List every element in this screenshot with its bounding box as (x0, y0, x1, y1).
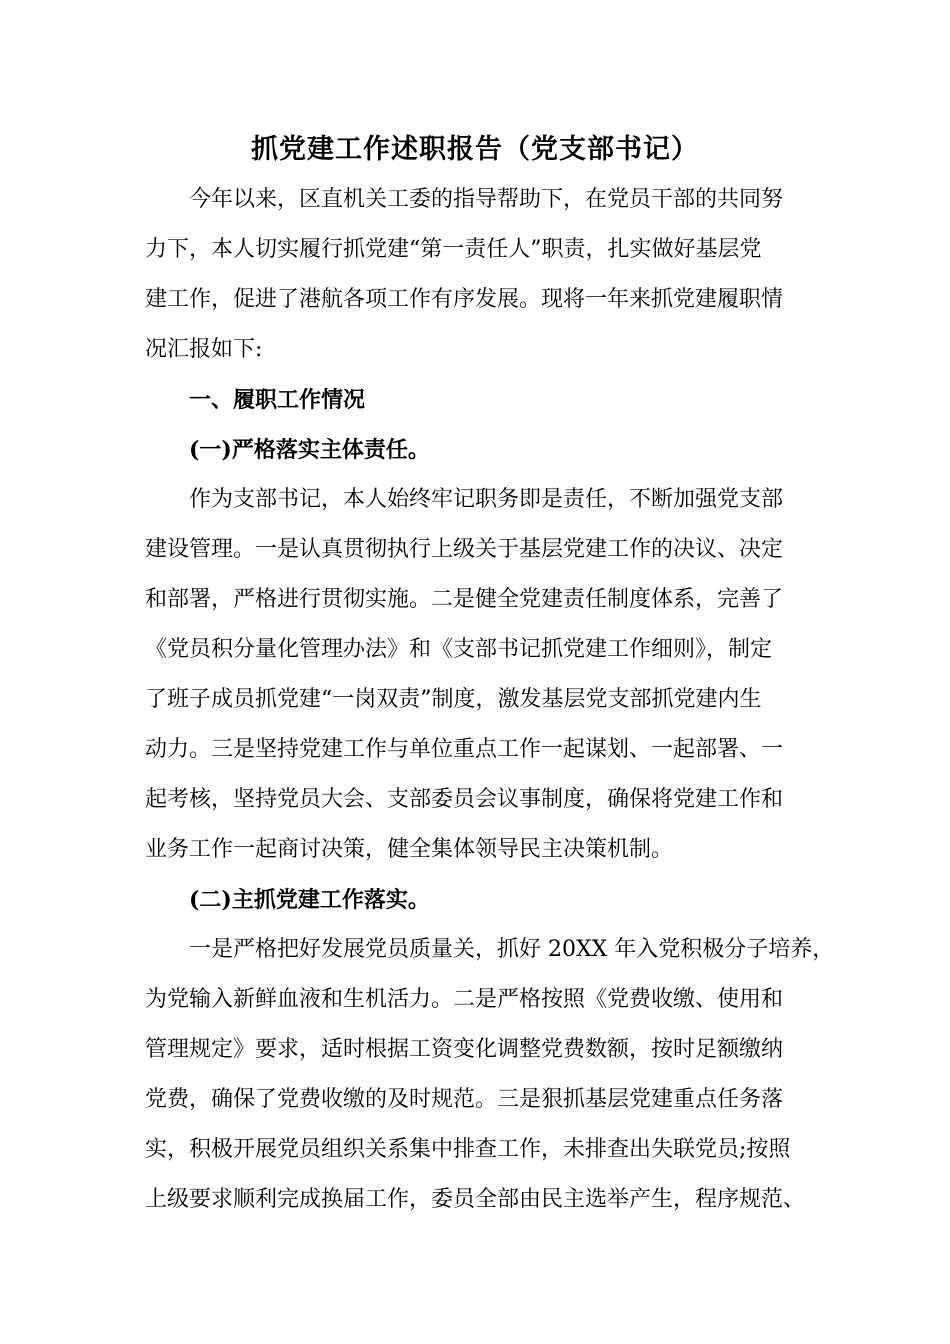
paragraph-line: 和部署，严格进行贯彻实施。二是健全党建责任制度体系，完善了 (145, 587, 784, 612)
document-title: 抓党建工作述职报告（党支部书记） (251, 134, 699, 165)
paragraph-line: 管理规定》要求，适时根据工资变化调整党费数额，按时足额缴纳 (145, 1037, 784, 1062)
section-heading: 一、履职工作情况 (145, 387, 366, 413)
paragraph-line: 《党员积分量化管理办法》和《支部书记抓党建工作细则》，制定 (145, 637, 773, 662)
paragraph-line: 上级要求顺利完成换届工作，委员全部由民主选举产生，程序规范、 (145, 1187, 806, 1212)
subsection-heading: (二)主抓党建工作落实。 (145, 887, 430, 913)
paragraph-line: 实，积极开展党员组织关系集中排查工作，未排查出失联党员;按照 (145, 1137, 791, 1162)
paragraph-line: 了班子成员抓党建“一岗双责”制度，激发基层党支部抓党建内生 (145, 687, 762, 712)
paragraph-line: 动力。三是坚持党建工作与单位重点工作一起谋划、一起部署、一 (145, 737, 784, 762)
paragraph-line: 起考核，坚持党员大会、支部委员会议事制度，确保将党建工作和 (145, 787, 784, 812)
paragraph-line: 作为支部书记，本人始终牢记职务即是责任，不断加强党支部 (145, 487, 784, 512)
paragraph-line: 建工作，促进了港航各项工作有序发展。现将一年来抓党建履职情 (145, 287, 784, 312)
paragraph-line: 今年以来，区直机关工委的指导帮助下，在党员干部的共同努 (145, 187, 784, 212)
paragraph-line: 力下，本人切实履行抓党建“第一责任人”职责，扎实做好基层党 (145, 237, 762, 262)
subsection-heading: (一)严格落实主体责任。 (145, 437, 430, 463)
paragraph-line: 党费，确保了党费收缴的及时规范。三是狠抓基层党建重点任务落 (145, 1087, 784, 1112)
paragraph-line: 为党输入新鲜血液和生机活力。二是严格按照《党费收缴、使用和 (145, 987, 784, 1012)
paragraph-line: 业务工作一起商讨决策，健全集体领导民主决策机制。 (145, 837, 674, 862)
paragraph-line: 一是严格把好发展党员质量关，抓好 20XX 年入党积极分子培养， (145, 937, 835, 962)
paragraph-line: 况汇报如下: (145, 337, 263, 362)
paragraph-line: 建设管理。一是认真贯彻执行上级关于基层党建工作的决议、决定 (145, 537, 784, 562)
